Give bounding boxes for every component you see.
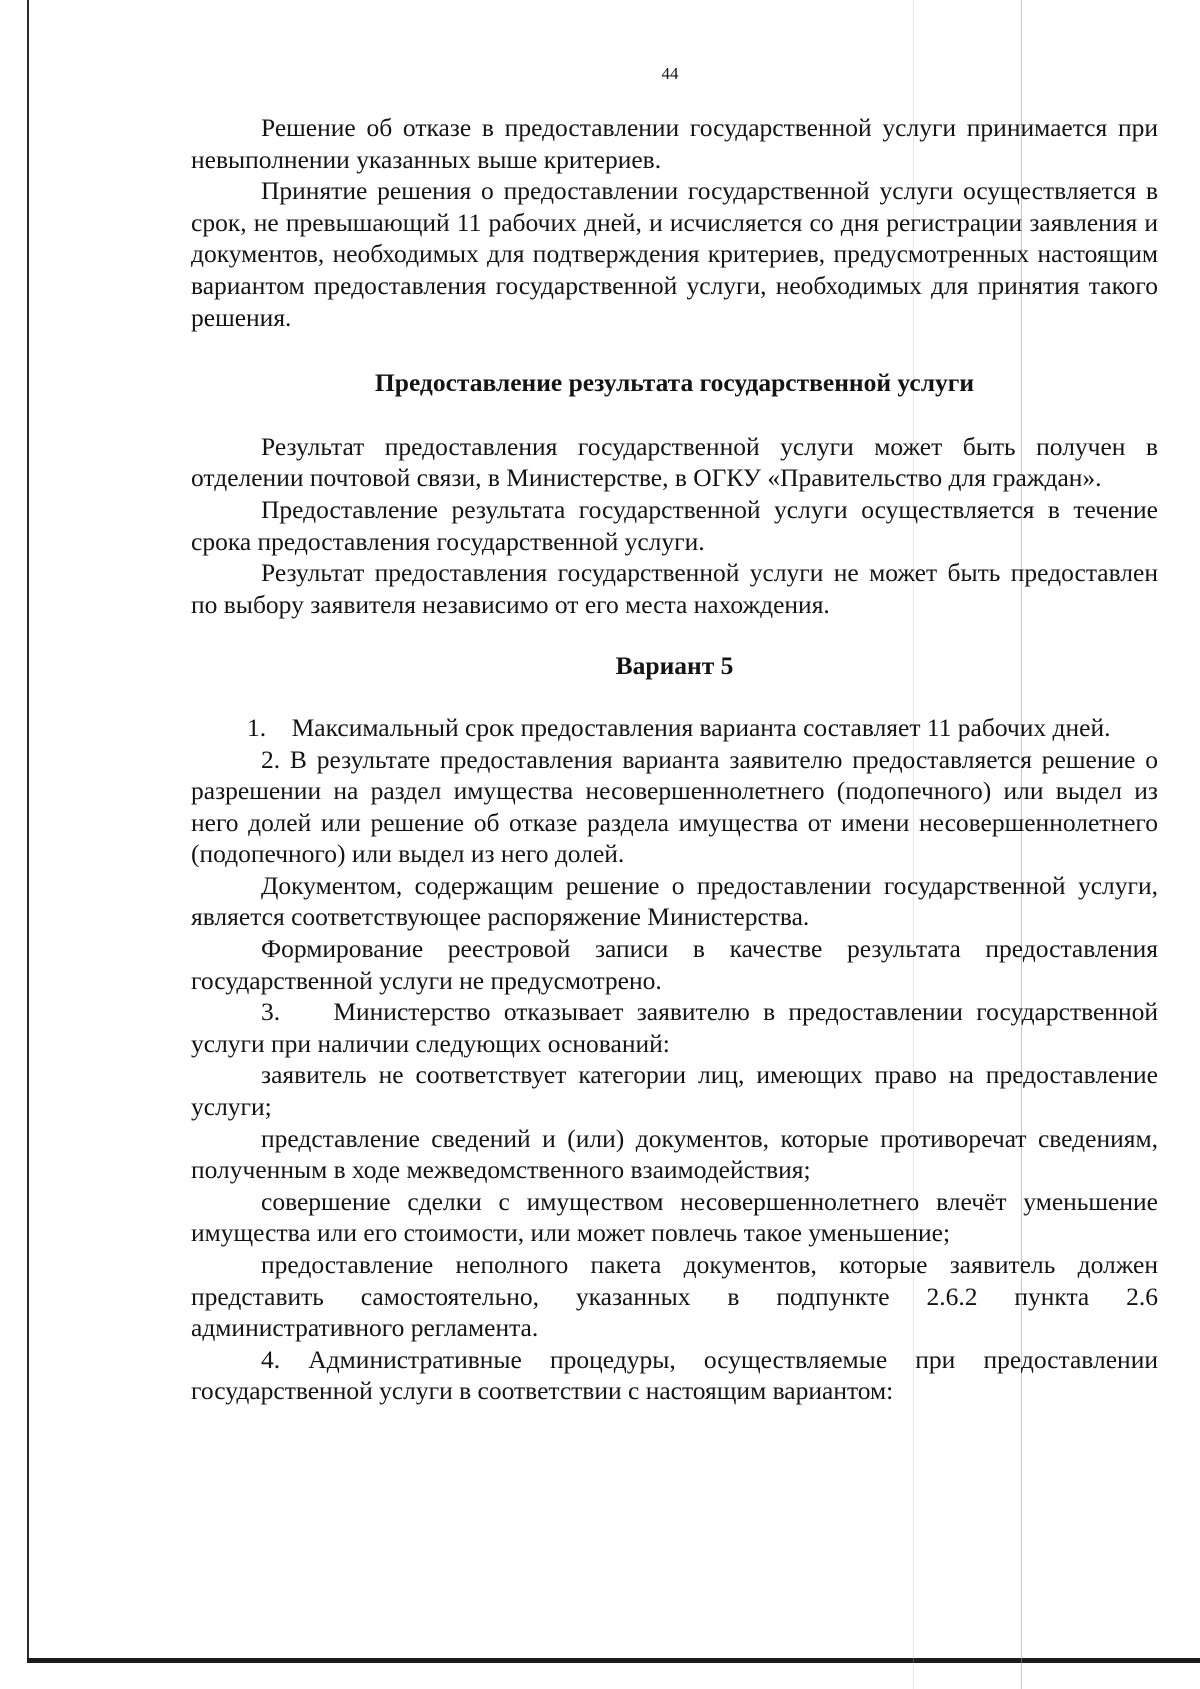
- list-item-refusal-grounds: 3. Министерство отказывает заявителю в предоставлении государственной услуги при наличии следующих оснований:: [191, 997, 1158, 1058]
- refusal-ground-contradiction: представление сведений и (или) документов, которые противоречат сведениям, полученным в ходе межведомственного взаимодействия;: [191, 1123, 1158, 1185]
- list-item-admin-procedures: 4. Административные процедуры, осуществляемые при предоставлении государственной услуги в соответствии с настоящим вариантом:: [191, 1344, 1158, 1406]
- paragraph-refusal-decision: Решение об отказе в предоставлении государственной услуги принимается при невыполнении указанных выше критериев.: [191, 113, 1158, 174]
- paragraph-registry-record: Формирование реестровой записи в качестве результата предоставления государственной услуги не предусмотрено.: [191, 934, 1158, 995]
- paragraph-result-location: Результат предоставления государственной услуги не может быть предоставлен по выбору заявителя независимо от его места нахождения.: [191, 558, 1158, 619]
- page-number: 44: [661, 64, 679, 83]
- list-item-max-term: 1. Максимальный срок предоставления варианта составляет 11 рабочих дней.: [247, 712, 1111, 742]
- heading-variant-5: Вариант 5: [615, 651, 734, 681]
- list-item-result: 2. В результате предоставления варианта заявителю предоставляется решение о разрешении на раздел имущества несовершеннолетнего (подопечного) или выдел из него долей или решение об отказе раздела имущества от имени несовершеннолетнего (подопечного) или выдел из него долей.: [191, 744, 1158, 869]
- refusal-ground-property-decrease: совершение сделки с имуществом несовершеннолетнего влечёт уменьшение имущества или его стоимости, или может повлечь такое уменьшение;: [191, 1186, 1158, 1248]
- scan-bottom-edge: [27, 1658, 1200, 1663]
- scan-left-edge: [27, 0, 29, 1660]
- document-body: [191, 112, 1158, 1407]
- paragraph-result-receipt: Результат предоставления государственной услуги может быть получен в отделении почтовой связи, в Министерстве, в ОГКУ «Правительство для граждан».: [191, 431, 1158, 493]
- paragraph-decision-term: Принятие решения о предоставлении государственной услуги осуществляется в срок, не превышающий 11 рабочих дней, и исчисляется со дня регистрации заявления и документов, необходимых для подтверждения критериев, предусмотренных настоящим вариантом предоставления государственной услуги, необходимых для принятия такого решения.: [191, 176, 1158, 332]
- paragraph-result-term: Предоставление результата государственной услуги осуществляется в течение срока предоставления государственной услуги.: [191, 494, 1158, 556]
- heading-result-provision: Предоставление результата государственной услуги: [374, 368, 975, 398]
- refusal-ground-category: заявитель не соответствует категории лиц, имеющих право на предоставление услуги;: [191, 1060, 1158, 1122]
- paragraph-result-document: Документом, содержащим решение о предоставлении государственной услуги, является соответствующее распоряжение Министерства.: [191, 870, 1158, 932]
- refusal-ground-incomplete-package: предоставление неполного пакета документов, которые заявитель должен представить самостоятельно, указанных в подпункте 2.6.2 пункта 2.6 административного регламента.: [191, 1250, 1158, 1343]
